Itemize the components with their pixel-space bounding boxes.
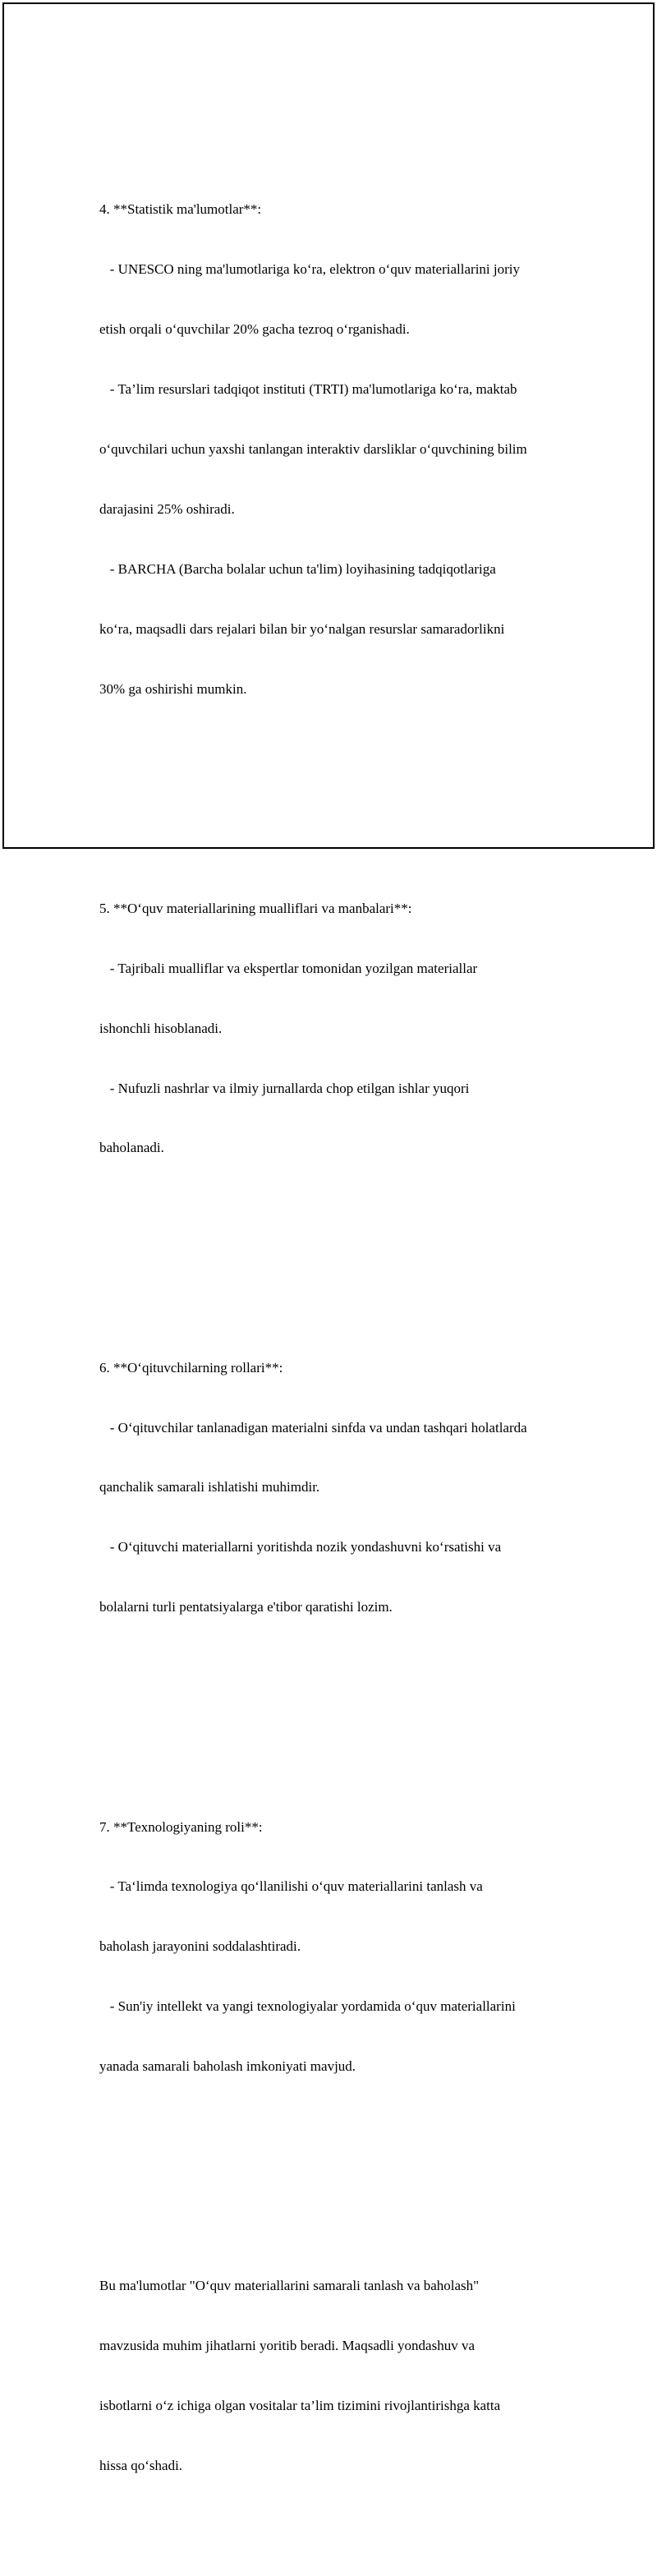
section-heading: 7. **Texnologiyaning roli**:	[99, 1818, 263, 1835]
text-line: - Sun'iy intellekt va yangi texnologiyalar yordamida o‘quv materiallarini	[99, 1998, 516, 2015]
text-line: Bu ma'lumotlar "O‘quv materiallarini samarali tanlash va baholash"	[99, 2278, 480, 2294]
text-line: - Tajribali mualliflar va ekspertlar tomonidan yozilgan materiallar	[99, 960, 478, 976]
section-conclusion	[99, 2237, 576, 2516]
text-line: baholanadi.	[99, 1140, 164, 1156]
section-heading: 6. **O‘qituvchilarning rollari**:	[99, 1359, 283, 1376]
text-line: isbotlarni o‘z ichiga olgan vositalar ta’lim tizimini rivojlantirishga katta	[99, 2398, 501, 2414]
section-statistics	[99, 160, 576, 740]
text-line: - Ta‘limda texnologiya qo‘llanilishi o‘quv materiallarini tanlash va	[99, 1878, 483, 1895]
text-line: yanada samarali baholash imkoniyati mavjud.	[99, 2058, 356, 2075]
text-line: bolalarni turli pentatsiyalarga e'tibor qaratishi lozim.	[99, 1599, 393, 1615]
text-line: hissa qo‘shadi.	[99, 2458, 183, 2474]
section-teacher-roles	[99, 1318, 576, 1657]
text-line: o‘quvchilari uchun yaxshi tanlangan interaktiv darsliklar o‘quvchining bilim	[99, 441, 527, 458]
text-line: etish orqali o‘quvchilar 20% gacha tezroq o‘rganishadi.	[99, 321, 410, 338]
paragraph-spacer	[99, 1238, 576, 1258]
paragraph-spacer	[99, 779, 576, 799]
text-line: mavzusida muhim jihatlarni yoritib beradi. Maqsadli yondashuv va	[99, 2338, 476, 2354]
section-authors-sources	[99, 859, 576, 1198]
section-technology-role	[99, 1777, 576, 2117]
text-line: - UNESCO ning ma'lumotlariga ko‘ra, elektron o‘quv materiallarini joriy	[99, 261, 520, 278]
text-line: baholash jarayonini soddalashtiradi.	[99, 1938, 301, 1955]
document-body	[99, 100, 576, 2576]
text-line: ishonchli hisoblanadi.	[99, 1020, 223, 1036]
document-page	[2, 2, 655, 2474]
paragraph-spacer	[99, 2157, 576, 2177]
text-line: - O‘qituvchi materiallarni yoritishda nozik yondashuvni ko‘rsatishi va	[99, 1539, 502, 1555]
text-line: - Ta’lim resurslari tadqiqot instituti (TRTI) ma'lumotlariga ko‘ra, maktab	[99, 381, 517, 398]
section-heading: 5. **O‘quv materiallarining mualliflari va manbalari**:	[99, 900, 412, 916]
text-line: qanchalik samarali ishlatishi muhimdir.	[99, 1479, 320, 1495]
section-heading: 4. **Statistik ma'lumotlar**:	[99, 201, 262, 218]
text-line: ko‘ra, maqsadli dars rejalari bilan bir yo‘nalgan resurslar samaradorlikni	[99, 620, 505, 637]
text-line: - O‘qituvchilar tanlanadigan materialni sinfda va undan tashqari holatlarda	[99, 1419, 527, 1435]
text-line: - Nufuzli nashrlar va ilmiy jurnallarda chop etilgan ishlar yuqori	[99, 1080, 470, 1096]
paragraph-spacer	[99, 1698, 576, 1717]
text-line: - BARCHA (Barcha bolalar uchun ta'lim) loyihasining tadqiqotlariga	[99, 560, 496, 577]
text-line: darajasini 25% oshiradi.	[99, 500, 235, 517]
text-line: 30% ga oshirishi mumkin.	[99, 680, 247, 697]
